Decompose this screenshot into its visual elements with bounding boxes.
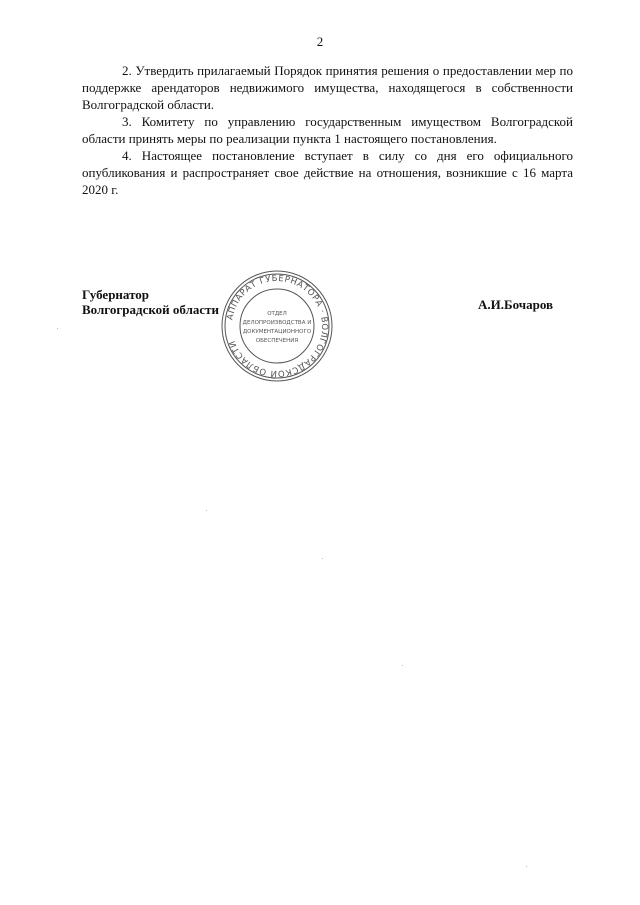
seal-ring-text: АППАРАТ ГУБЕРНАТОРА · ВОЛГОГРАДСКОЙ ОБЛАСТИ xyxy=(225,273,330,379)
paragraph-2: 2. Утвердить прилагаемый Порядок принятия решения о предоставлении мер по поддержке арендаторов недвижимого имущества, находящегося в собственности Волгоградской области. xyxy=(82,63,573,112)
paragraph-3: 3. Комитету по управлению государственным имуществом Волгоградской области принять меры по реализации пункта 1 настоящего постановления. xyxy=(82,114,573,146)
signatory-name: А.И.Бочаров xyxy=(478,297,554,312)
seal-center-line2: ДЕЛОПРОИЗВОДСТВА И xyxy=(242,320,312,326)
signatory-title-line1: Губернатор xyxy=(82,287,150,302)
paragraph-4: 4. Настоящее постановление вступает в силу со дня его официального опубликования и распространяет свое действие на отношения, возникшие с 16 марта 2020 г. xyxy=(82,148,573,197)
scan-speck xyxy=(526,866,527,867)
scan-speck xyxy=(322,558,323,559)
seal-center-line4: ОБЕСПЕЧЕНИЯ xyxy=(255,338,299,344)
scan-speck xyxy=(57,328,58,329)
seal-center-line3: ДОКУМЕНТАЦИОННОГО xyxy=(242,329,312,335)
document-body xyxy=(82,62,573,198)
scan-speck xyxy=(206,510,207,511)
signatory-title xyxy=(82,287,219,317)
page-number: 2 xyxy=(316,34,324,49)
scan-speck xyxy=(402,665,403,666)
signatory-title-line2: Волгоградской области xyxy=(82,302,220,317)
official-seal-stamp xyxy=(220,269,334,383)
seal-center-line1: ОТДЕЛ xyxy=(267,311,287,317)
